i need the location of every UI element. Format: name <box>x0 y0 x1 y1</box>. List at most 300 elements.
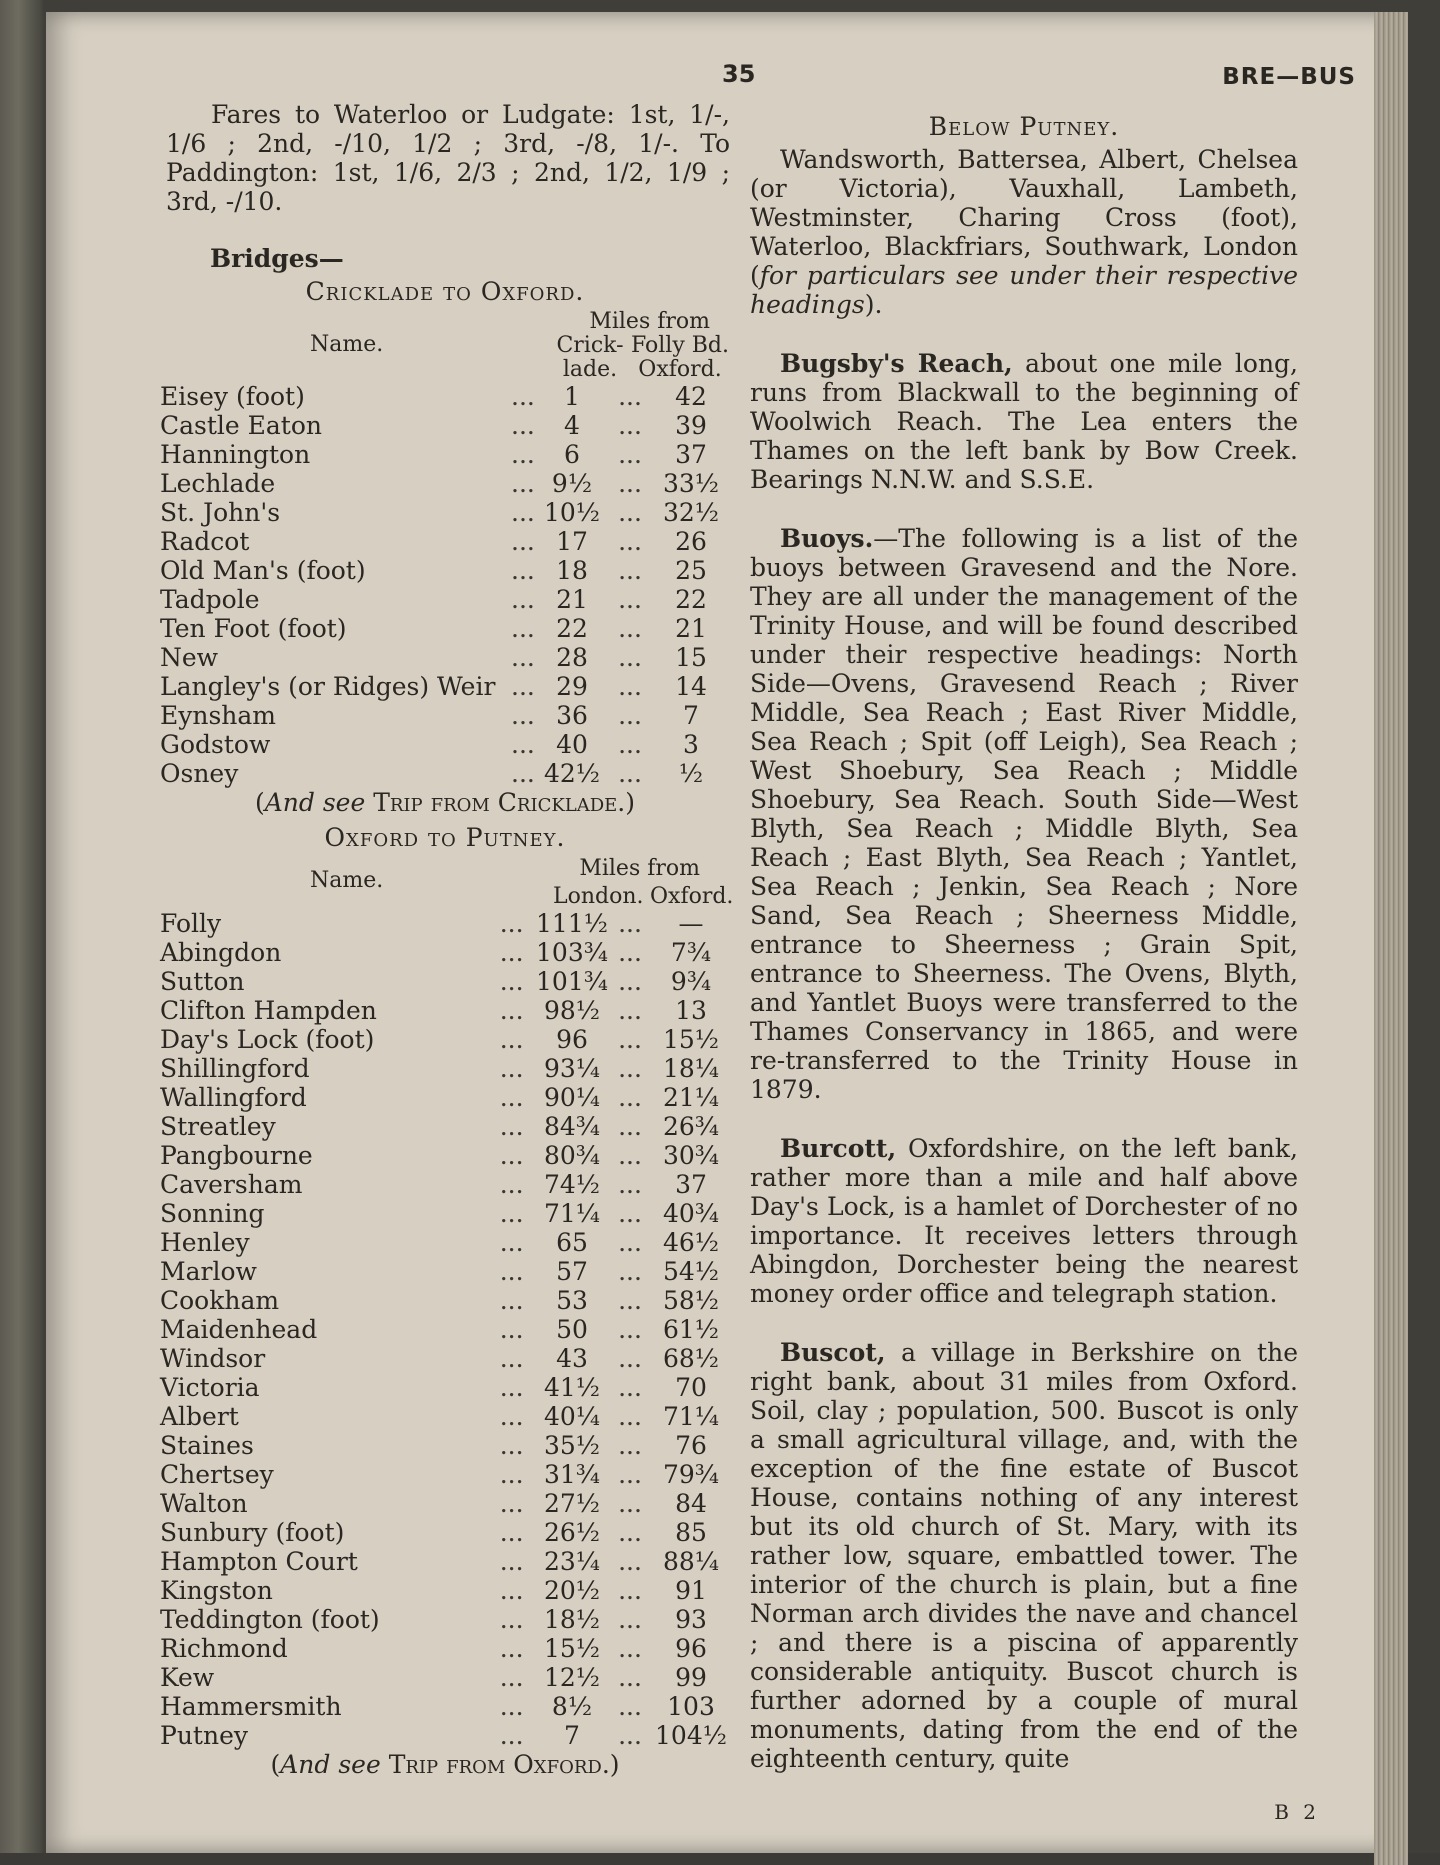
leader-dots: ... <box>618 1430 642 1460</box>
miles-a: 90¼ <box>543 1082 601 1112</box>
table-row <box>160 585 730 614</box>
entry-headword: Buscot, <box>780 1338 886 1367</box>
row-name: Walton <box>160 1488 248 1518</box>
table-row <box>160 938 730 967</box>
leader-dots: ... <box>618 1111 642 1141</box>
row-name: Folly <box>160 908 222 938</box>
miles-b: 37 <box>675 1169 707 1199</box>
row-name: Castle Eaton <box>160 411 322 441</box>
leader-dots: ... <box>511 556 535 586</box>
miles-a: 6 <box>564 440 580 470</box>
row-name: Godstow <box>160 730 271 760</box>
leader-dots: ... <box>499 1633 524 1663</box>
leader-dots: ... <box>499 937 524 967</box>
leader-dots: ... <box>499 1111 524 1141</box>
miles-a: 23¼ <box>543 1546 601 1576</box>
miles-b: 99 <box>675 1662 707 1692</box>
row-name: Streatley <box>160 1111 276 1141</box>
row-name: Staines <box>160 1430 254 1460</box>
table-row <box>160 1083 730 1112</box>
leader-dots: ... <box>618 995 642 1025</box>
row-name: Day's Lock (foot) <box>160 1024 375 1054</box>
row-name: Hampton Court <box>160 1546 358 1576</box>
right-column <box>750 108 1298 1773</box>
leader-dots: ... <box>511 730 535 760</box>
miles-a: 36 <box>556 701 588 731</box>
entry-text: a village in Berkshire on the right bank, about 31 miles from Oxford. Soil, clay ; population, 500. Buscot is only a small agricultural village, and, with the exception of the fine estate of Buscot House, contains nothing of any interest but its old church of St. Mary, with its rather low, square, embattled tower. The interior of the church is plain, but a fine Norman arch divides the nave and chancel ; and there is a piscina of apparently considerable antiquity. Buscot church is further adorned by a couple of mural monuments, dating from the end of the eighteenth century, quite <box>750 1338 1298 1773</box>
miles-a: 93¼ <box>543 1053 601 1083</box>
table-row <box>160 1576 730 1605</box>
leader-dots: ... <box>618 614 642 644</box>
below-putney-title: Below Putney. <box>928 112 1120 141</box>
miles-a: 98½ <box>543 995 601 1025</box>
leader-dots: ... <box>511 527 535 557</box>
miles-a: 21 <box>556 585 588 615</box>
miles-a: 40 <box>556 730 588 760</box>
miles-a: 57 <box>556 1256 588 1286</box>
table-row <box>160 1315 730 1344</box>
miles-b: 30¾ <box>662 1140 720 1170</box>
leader-dots: ... <box>511 411 535 441</box>
oxford-note: (And see Trip from Oxford.) <box>270 1749 620 1779</box>
note-italic: And see <box>264 788 366 818</box>
miles-a: 4 <box>564 411 580 441</box>
miles-a: 96 <box>556 1024 588 1054</box>
leader-dots: ... <box>618 759 642 789</box>
leader-dots: ... <box>499 1227 524 1257</box>
leader-dots: ... <box>618 643 642 673</box>
miles-a: 80¾ <box>543 1140 601 1170</box>
leader-dots: ... <box>618 730 642 760</box>
leader-dots: ... <box>618 1140 642 1170</box>
cricklade-section-title: Cricklade to Oxford. <box>305 277 585 306</box>
miles-a: 50 <box>556 1314 588 1344</box>
table-row <box>160 1547 730 1576</box>
row-name: Kingston <box>160 1575 273 1605</box>
table-row <box>160 1692 730 1721</box>
leader-dots: ... <box>618 1256 642 1286</box>
leader-dots: ... <box>618 1459 642 1489</box>
oxford-section-title: Oxford to Putney. <box>324 823 566 853</box>
leader-dots: ... <box>618 1517 642 1547</box>
leader-dots: ... <box>511 382 535 412</box>
miles-b: 88¼ <box>662 1546 720 1576</box>
row-name: Pangbourne <box>160 1140 313 1170</box>
row-name: Cookham <box>160 1285 280 1315</box>
miles-b: 37 <box>675 440 707 470</box>
cricklade-table-body <box>160 382 730 788</box>
miles-b: 79¾ <box>662 1459 720 1489</box>
table-row <box>160 1605 730 1634</box>
miles-b: 26¾ <box>662 1111 720 1141</box>
cricklade-note: (And see Trip from Cricklade.) <box>254 788 636 818</box>
leader-dots: ... <box>618 1053 642 1083</box>
miles-a: 26½ <box>543 1517 601 1547</box>
leader-dots: ... <box>618 672 642 702</box>
table-row <box>160 1460 730 1489</box>
miles-b: 32½ <box>662 498 720 528</box>
leader-dots: ... <box>499 1459 524 1489</box>
miles-a: 65 <box>556 1227 588 1257</box>
miles-a: 41½ <box>543 1372 601 1402</box>
leader-dots: ... <box>618 937 642 967</box>
miles-a: 8½ <box>551 1691 593 1721</box>
note-text: Trip from Cricklade. <box>373 788 626 818</box>
table-row <box>160 1054 730 1083</box>
table-row <box>160 527 730 556</box>
table-row <box>160 1721 730 1750</box>
leader-dots: ... <box>618 527 642 557</box>
table-row <box>160 1025 730 1054</box>
entry-text: Oxfordshire, on the left bank, rather more than a mile and half above Day's Lock, is a hamlet of Dorchester of no importance. It receives letters through Abingdon, Dorchester being the nearest money order office and telegraph station. <box>750 1134 1298 1308</box>
miles-a: 20½ <box>543 1575 601 1605</box>
miles-b: 54½ <box>662 1256 720 1286</box>
row-name: Eynsham <box>160 701 277 731</box>
leader-dots: ... <box>499 908 524 938</box>
table-row <box>160 967 730 996</box>
leader-dots: ... <box>618 1662 642 1692</box>
table-row <box>160 1257 730 1286</box>
miles-a: 42½ <box>543 759 601 789</box>
miles-b: 70 <box>675 1372 707 1402</box>
leader-dots: ... <box>618 1691 642 1721</box>
leader-dots: ... <box>511 585 535 615</box>
col-header-miles: Miles from <box>589 309 710 335</box>
leader-dots: ... <box>499 995 524 1025</box>
col-header-miles-2: Miles from <box>579 855 700 881</box>
miles-a: 7 <box>564 1720 580 1750</box>
table-row <box>160 1634 730 1663</box>
row-name: Wallingford <box>160 1082 307 1112</box>
miles-b: 3 <box>683 730 699 760</box>
row-name: Albert <box>160 1401 239 1431</box>
gazetteer-entries <box>750 349 1298 1773</box>
leader-dots: ... <box>618 1169 642 1199</box>
leader-dots: ... <box>511 759 535 789</box>
miles-a: 101¾ <box>536 966 608 996</box>
leader-dots: ... <box>499 1082 524 1112</box>
leader-dots: ... <box>499 1691 524 1721</box>
table-row <box>160 1344 730 1373</box>
miles-b: 18¼ <box>662 1053 720 1083</box>
table-row <box>160 1286 730 1315</box>
leader-dots: ... <box>499 1140 524 1170</box>
miles-b: 14 <box>675 672 707 702</box>
leader-dots: ... <box>618 440 642 470</box>
leader-dots: ... <box>499 966 524 996</box>
row-name: Sonning <box>160 1198 265 1228</box>
left-column <box>160 100 734 1779</box>
row-name: Clifton Hampden <box>160 995 377 1025</box>
row-name: Teddington (foot) <box>160 1604 380 1634</box>
leader-dots: ... <box>511 614 535 644</box>
leader-dots: ... <box>499 1401 524 1431</box>
leader-dots: ... <box>499 1575 524 1605</box>
miles-a: 84¾ <box>543 1111 601 1141</box>
leader-dots: ... <box>499 1343 524 1373</box>
row-name: Chertsey <box>160 1459 274 1489</box>
leader-dots: ... <box>499 1198 524 1228</box>
row-name: Kew <box>160 1662 215 1692</box>
gazetteer-entry <box>750 1338 1298 1773</box>
table-row <box>160 614 730 643</box>
miles-b: 33½ <box>662 469 720 499</box>
row-name: Hammersmith <box>160 1691 342 1721</box>
miles-b: 104½ <box>655 1720 727 1750</box>
leader-dots: ... <box>511 701 535 731</box>
leader-dots: ... <box>499 1517 524 1547</box>
leader-dots: ... <box>499 1314 524 1344</box>
row-name: Ten Foot (foot) <box>160 614 347 644</box>
table-row <box>160 1199 730 1228</box>
miles-a: 103¾ <box>536 937 608 967</box>
miles-a: 22 <box>556 614 588 644</box>
table-row <box>160 1373 730 1402</box>
miles-a: 17 <box>556 527 588 557</box>
leader-dots: ... <box>618 1488 642 1518</box>
leader-dots: ... <box>499 1662 524 1692</box>
miles-a: 29 <box>556 672 588 702</box>
col-header-a: Crick- lade. <box>556 333 624 383</box>
miles-b: 9¾ <box>670 966 712 996</box>
table-row <box>160 1489 730 1518</box>
leader-dots: ... <box>618 908 642 938</box>
col-header-a-2: London. <box>553 883 644 909</box>
miles-b: 42 <box>675 382 707 412</box>
leader-dots: ... <box>499 1169 524 1199</box>
below-putney-close: ). <box>864 290 883 319</box>
miles-a: 18½ <box>543 1604 601 1634</box>
row-name: Shillingford <box>160 1053 310 1083</box>
miles-a: 35½ <box>543 1430 601 1460</box>
col-header-b: Folly Bd. Oxford. <box>630 333 730 383</box>
below-putney-text <box>750 145 1298 319</box>
row-name: Maidenhead <box>160 1314 318 1344</box>
leader-dots: ... <box>618 556 642 586</box>
miles-b: 21¼ <box>662 1082 720 1112</box>
row-name: Old Man's (foot) <box>160 556 366 586</box>
row-name: Eisey (foot) <box>160 382 305 412</box>
leader-dots: ... <box>618 1575 642 1605</box>
leader-dots: ... <box>499 1285 524 1315</box>
leader-dots: ... <box>511 440 535 470</box>
col-header-b-2: Oxford. <box>650 883 734 909</box>
leader-dots: ... <box>618 1633 642 1663</box>
miles-a: 10½ <box>543 498 601 528</box>
table-row <box>160 643 730 672</box>
miles-b: 71¼ <box>662 1401 720 1431</box>
miles-a: 111½ <box>536 908 608 938</box>
miles-a: 9½ <box>551 469 593 499</box>
table-row <box>160 1431 730 1460</box>
miles-b: ½ <box>678 759 704 789</box>
running-head: BRE—BUS <box>1222 64 1356 90</box>
page-edges <box>1374 12 1408 1865</box>
leader-dots: ... <box>511 672 535 702</box>
miles-b: 93 <box>675 1604 707 1634</box>
leader-dots: ... <box>618 382 642 412</box>
table-row <box>160 556 730 585</box>
leader-dots: ... <box>499 1604 524 1634</box>
miles-a: 18 <box>556 556 588 586</box>
row-name: Marlow <box>160 1256 257 1286</box>
bridges-heading: Bridges— <box>210 244 344 273</box>
row-name: Victoria <box>160 1372 260 1402</box>
table-row <box>160 1141 730 1170</box>
gazetteer-entry <box>750 349 1298 494</box>
row-name: Sunbury (foot) <box>160 1517 345 1547</box>
leader-dots: ... <box>618 498 642 528</box>
leader-dots: ... <box>618 585 642 615</box>
leader-dots: ... <box>618 469 642 499</box>
row-name: New <box>160 643 219 673</box>
table-row <box>160 411 730 440</box>
miles-a: 1 <box>564 382 580 412</box>
oxford-table-body <box>160 909 730 1750</box>
miles-a: 40¼ <box>543 1401 601 1431</box>
leader-dots: ... <box>618 1285 642 1315</box>
row-name: Windsor <box>160 1343 266 1373</box>
miles-b: — <box>678 908 704 938</box>
leader-dots: ... <box>499 1053 524 1083</box>
leader-dots: ... <box>618 411 642 441</box>
miles-b: 46½ <box>662 1227 720 1257</box>
miles-b: 40¾ <box>662 1198 720 1228</box>
leader-dots: ... <box>618 1372 642 1402</box>
leader-dots: ... <box>499 1024 524 1054</box>
table-row <box>160 759 730 788</box>
table-row <box>160 469 730 498</box>
miles-a: 15½ <box>543 1633 601 1663</box>
table-row <box>160 909 730 938</box>
miles-b: 84 <box>675 1488 707 1518</box>
miles-b: 103 <box>667 1691 715 1721</box>
table-row <box>160 730 730 759</box>
leader-dots: ... <box>618 1198 642 1228</box>
leader-dots: ... <box>499 1720 524 1750</box>
table-row <box>160 701 730 730</box>
miles-a: 71¼ <box>543 1198 601 1228</box>
table-row <box>160 1663 730 1692</box>
miles-b: 68½ <box>662 1343 720 1373</box>
miles-b: 76 <box>675 1430 707 1460</box>
gazetteer-entry <box>750 524 1298 1104</box>
entry-text: about one mile long, runs from Blackwall to the beginning of Woolwich Reach. The Lea enters the Thames on the left bank by Bow Creek. Bearings N.N.W. and S.S.E. <box>750 349 1298 494</box>
fares-paragraph: Fares to Waterloo or Ludgate: 1st, 1/-, 1/6 ; 2nd, -/10, 1/2 ; 3rd, -/8, 1/-. To Paddington: 1st, 1/6, 2/3 ; 2nd, 1/2, 1/9 ; 3rd, -/10. <box>166 100 730 216</box>
gazetteer-entry <box>750 1134 1298 1308</box>
leader-dots: ... <box>499 1488 524 1518</box>
leader-dots: ... <box>499 1430 524 1460</box>
oxford-putney-table <box>160 852 734 1750</box>
row-name: Henley <box>160 1227 250 1257</box>
miles-b: 15 <box>675 643 707 673</box>
table-row <box>160 672 730 701</box>
table-row <box>160 1518 730 1547</box>
col-header-ab <box>511 334 730 382</box>
entry-headword: Burcott, <box>780 1134 897 1163</box>
miles-a: 28 <box>556 643 588 673</box>
row-name: Putney <box>160 1720 248 1750</box>
table-row <box>160 498 730 527</box>
miles-a: 53 <box>556 1285 588 1315</box>
miles-a: 27½ <box>543 1488 601 1518</box>
leader-dots: ... <box>618 1227 642 1257</box>
miles-b: 22 <box>675 585 707 615</box>
miles-b: 39 <box>675 411 707 441</box>
miles-a: 74½ <box>543 1169 601 1199</box>
miles-b: 7 <box>683 701 699 731</box>
miles-b: 96 <box>675 1633 707 1663</box>
miles-b: 85 <box>675 1517 707 1547</box>
table-row <box>160 1170 730 1199</box>
leader-dots: ... <box>511 643 535 673</box>
row-name: Langley's (or Ridges) Weir <box>160 672 496 702</box>
leader-dots: ... <box>618 1314 642 1344</box>
row-name: Radcot <box>160 527 250 557</box>
leader-dots: ... <box>618 1082 642 1112</box>
row-name: Lechlade <box>160 469 276 499</box>
note-text-2: Trip from Oxford. <box>388 1749 610 1779</box>
leader-dots: ... <box>618 1604 642 1634</box>
miles-a: 43 <box>556 1343 588 1373</box>
row-name: Sutton <box>160 966 245 996</box>
leader-dots: ... <box>618 1024 642 1054</box>
table-row <box>160 1228 730 1257</box>
row-name: Hannington <box>160 440 311 470</box>
table-row <box>160 1112 730 1141</box>
leader-dots: ... <box>618 1343 642 1373</box>
leader-dots: ... <box>499 1256 524 1286</box>
leader-dots: ... <box>618 1720 642 1750</box>
entry-headword: Buoys. <box>780 524 874 553</box>
miles-b: 15½ <box>662 1024 720 1054</box>
cricklade-oxford-table <box>160 306 730 788</box>
table-row <box>160 1402 730 1431</box>
miles-b: 21 <box>675 614 707 644</box>
leader-dots: ... <box>511 469 535 499</box>
row-name: Osney <box>160 759 239 789</box>
leader-dots: ... <box>499 1372 524 1402</box>
col-header-name-2: Name. <box>310 868 384 894</box>
table-row <box>160 382 730 411</box>
miles-b: 61½ <box>662 1314 720 1344</box>
note-italic-2: And see <box>280 1749 381 1779</box>
row-name: Richmond <box>160 1633 288 1663</box>
miles-b: 13 <box>675 995 707 1025</box>
miles-a: 12½ <box>543 1662 601 1692</box>
below-putney-list: Wandsworth, Battersea, Albert, Chelsea (or Victoria), Vauxhall, Lambeth, Westminster, Charing Cross (foot), Waterloo, Blackfriars, Southwark, London ( <box>750 145 1298 290</box>
below-putney-italic: for particulars see under their respective headings <box>750 261 1298 319</box>
miles-a: 31¾ <box>543 1459 601 1489</box>
col-header-ab-2 <box>500 881 734 909</box>
page-number: 35 <box>722 60 756 88</box>
leader-dots: ... <box>499 1546 524 1576</box>
leader-dots: ... <box>618 1546 642 1576</box>
leader-dots: ... <box>618 1401 642 1431</box>
miles-b: 26 <box>675 527 707 557</box>
miles-b: 91 <box>675 1575 707 1605</box>
row-name: Tadpole <box>160 585 260 615</box>
leader-dots: ... <box>618 966 642 996</box>
miles-b: 58½ <box>662 1285 720 1315</box>
row-name: St. John's <box>160 498 281 528</box>
leader-dots: ... <box>511 498 535 528</box>
row-name: Abingdon <box>160 937 282 967</box>
table-row <box>160 996 730 1025</box>
miles-b: 25 <box>675 556 707 586</box>
entry-text: —The following is a list of the buoys between Gravesend and the Nore. They are all under the management of the Trinity House, and will be found described under their respective headings: North Side—Ovens, Gravesend Reach ; River Middle, Sea Reach ; East River Middle, Sea Reach ; Spit (off Leigh), Sea Reach ; West Shoebury, Sea Reach ; Middle Shoebury, Sea Reach. South Side—West Blyth, Sea Reach ; Middle Blyth, Sea Reach ; East Blyth, Sea Reach ; Yantlet, Sea Reach ; Jenkin, Sea Reach ; Nore Sand, Sea Reach ; Sheerness Middle, entrance to Sheerness ; Grain Spit, entrance to Sheerness. The Ovens, Blyth, and Yantlet Buoys were transferred to the Thames Conservancy in 1865, and were re-transferred to the Trinity House in 1879. <box>750 524 1298 1104</box>
col-header-name: Name. <box>310 331 384 357</box>
